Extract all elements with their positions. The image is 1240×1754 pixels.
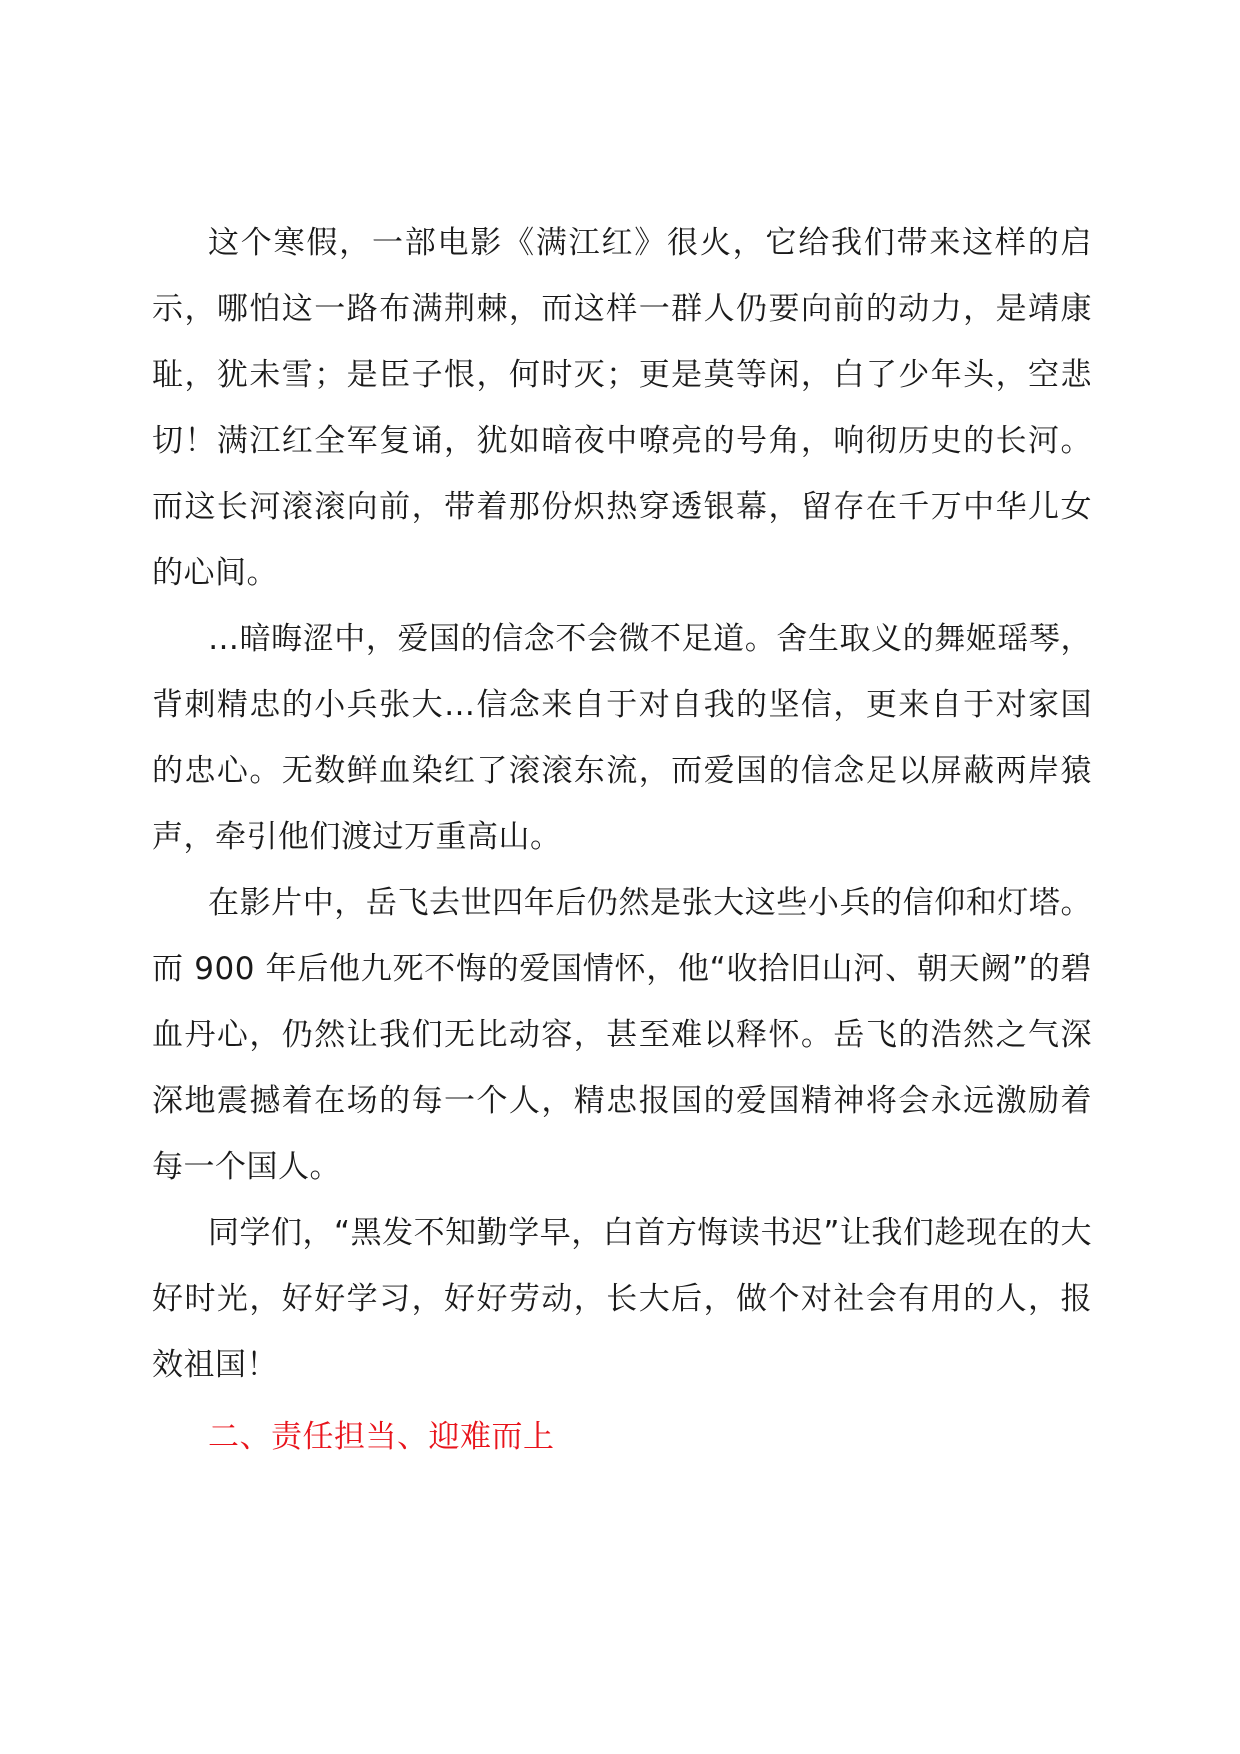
- paragraph-film-intro: 这个寒假，一部电影《满江红》很火，它给我们带来这样的启示，哪怕这一路布满荆棘，而这样一群人仍要向前的动力，是靖康耻，犹未雪；是臣子恨，何时灭；更是莫等闲，白了少年头，空悲切！满江红全军复诵，犹如暗夜中嘹亮的号角，响彻历史的长河。而这长河滚滚向前，带着那份炽热穿透银幕，留存在千万中华儿女的心间。: [152, 225, 1092, 591]
- paragraph-yue-fei: 在影片中，岳飞去世四年后仍然是张大这些小兵的信仰和灯塔。而 900 年后他九死不悔的爱国情怀，他“收拾旧山河、朝天阙”的碧血丹心，仍然让我们无比动容，甚至难以释怀。岳飞的浩然之气深深地震撼着在场的每一个人，精忠报国的爱国精神将会永远激励着每一个国人。: [152, 885, 1092, 1185]
- section-heading: 二、责任担当、迎难而上: [208, 1419, 555, 1455]
- paragraph-students-call: 同学们，“黑发不知勤学早，白首方悔读书迟”让我们趁现在的大好时光，好好学习，好好劳动，长大后，做个对社会有用的人，报效祖国！: [152, 1215, 1092, 1383]
- paragraph-patriotic-belief: …暗晦涩中，爱国的信念不会微不足道。舍生取义的舞姬瑶琴，背刺精忠的小兵张大…信念来自于对自我的坚信，更来自于对家国的忠心。无数鲜血染红了滚滚东流，而爱国的信念足以屏蔽两岸猿声，牵引他们渡过万重高山。: [152, 621, 1092, 855]
- document-body: [152, 210, 1092, 1470]
